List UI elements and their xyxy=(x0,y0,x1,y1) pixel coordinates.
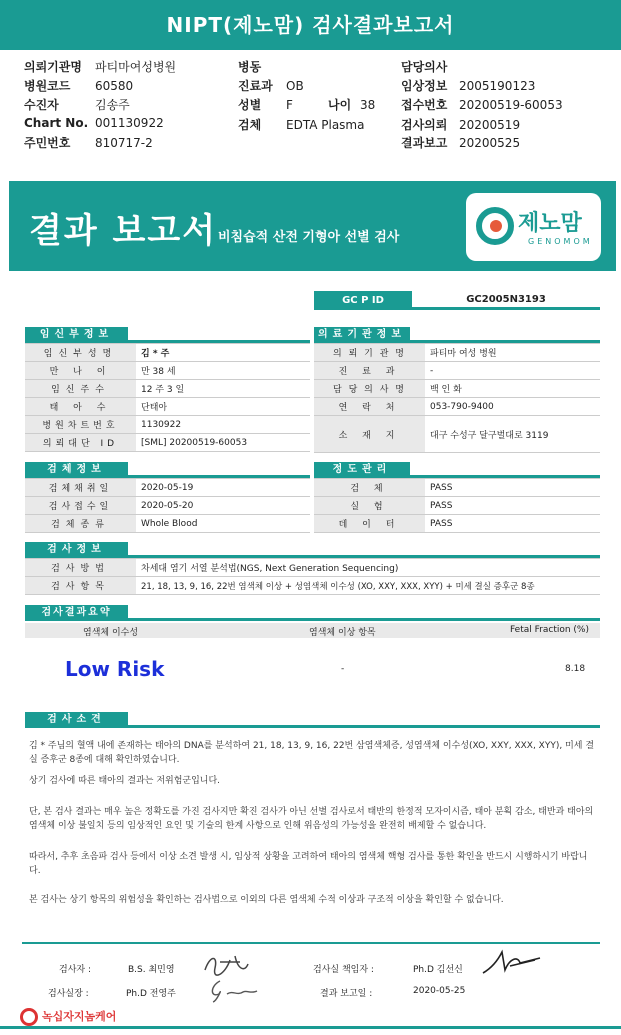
report-date-label: 결과 보고일 : xyxy=(320,989,373,999)
section-specimen: 검체정보 xyxy=(25,462,128,477)
section-qc: 정도관리 xyxy=(314,462,410,477)
section-test: 검사정보 xyxy=(25,542,128,557)
summary-col-abnormality: 염색체 이상 항목 xyxy=(309,628,376,638)
hdr-resident-no: 주민번호 810717-2 xyxy=(24,136,153,150)
row-value: 단태아 xyxy=(136,398,310,416)
hdr-ward: 병동 xyxy=(238,60,262,74)
row-value: Whole Blood xyxy=(136,515,310,533)
hdr-institution: 의뢰기관명 파티마여성병원 xyxy=(24,60,177,74)
row-key: 임신부성명 xyxy=(25,344,136,362)
logo-text: 제노맘 xyxy=(518,211,582,236)
row-value: [SML] 20200519-60053 xyxy=(136,434,310,452)
row-key: 임신주수 xyxy=(25,380,136,398)
opinion-paragraph: 김 * 주님의 혈액 내에 존재하는 태아의 DNA를 분석하여 21, 18, 13, 9, 16, 22번 삼염색체증, 성염색체 이수성(XO, XXY, XXX, XYY), 미세 결실 증후군 8종에 대해 확인하였습니다. xyxy=(29,741,595,765)
hdr-age: 나이 38 xyxy=(328,98,376,112)
row-value: 파티마 여성 병원 xyxy=(425,344,600,362)
table-row xyxy=(25,479,310,497)
summary-col-ff: Fetal Fraction (%) xyxy=(510,625,589,635)
hdr-receipt-no: 접수번호 20200519-60053 xyxy=(401,98,563,112)
signature-divider xyxy=(22,942,600,944)
section-summary-line xyxy=(25,618,600,621)
table-row xyxy=(314,398,600,416)
chief-signature xyxy=(480,948,545,978)
chief-label: 검사실 책임자 : xyxy=(313,965,374,975)
hdr-hospital-code: 병원코드 60580 xyxy=(24,79,134,93)
table-row xyxy=(25,416,310,434)
logo-subtext: GENOMOM xyxy=(528,237,593,246)
row-key: 소 재 지 xyxy=(314,416,425,453)
row-value: - xyxy=(425,362,600,380)
table-row xyxy=(25,398,310,416)
table-row xyxy=(25,380,310,398)
row-value: PASS xyxy=(425,479,600,497)
row-value: 만 38 세 xyxy=(136,362,310,380)
row-value: 053-790-9400 xyxy=(425,398,600,416)
director-name: Ph.D 전영주 xyxy=(126,989,176,999)
footer-line xyxy=(0,1026,621,1029)
hdr-chart-no: Chart No. 001130922 xyxy=(24,116,164,130)
genomom-logo xyxy=(466,193,601,261)
director-label: 검사실장 : xyxy=(48,989,89,999)
row-key: 태 아 수 xyxy=(25,398,136,416)
banner-subtitle: 비침습적 산전 기형아 선별 검사 xyxy=(218,230,400,245)
summary-header xyxy=(25,623,600,638)
table-row xyxy=(25,559,600,577)
hdr-doctor: 담당의사 xyxy=(401,60,448,74)
row-key: 검체종류 xyxy=(25,515,136,533)
company-logo xyxy=(20,1008,116,1028)
table-row xyxy=(25,515,310,533)
row-key: 검 체 xyxy=(314,479,425,497)
hdr-request-date: 검사의뢰 20200519 xyxy=(401,118,521,132)
row-key: 검사항목 xyxy=(25,577,136,595)
institution-table xyxy=(314,343,600,453)
row-key: 검체채취일 xyxy=(25,479,136,497)
tester-name: B.S. 최민영 xyxy=(128,965,175,975)
director-signature xyxy=(205,976,260,1004)
row-key: 담 당 의 사 명 xyxy=(314,380,425,398)
banner-title: 결과 보고서 xyxy=(29,211,218,251)
company-name: 녹십자지놈케어 xyxy=(42,1010,117,1023)
table-row xyxy=(314,515,600,533)
section-institution: 의료기관정보 xyxy=(314,327,410,342)
gcpid-value: GC2005N3193 xyxy=(412,291,600,310)
table-row xyxy=(25,362,310,380)
hdr-department: 진료과 OB xyxy=(238,79,304,93)
table-row xyxy=(314,344,600,362)
row-value: 12 주 3 일 xyxy=(136,380,310,398)
table-row xyxy=(25,497,310,515)
row-value: 김 * 주 xyxy=(136,344,310,362)
opinion-paragraph: 본 검사는 상기 항목의 위험성을 확인하는 검사법으로 이외의 다른 염색체 수적 이상과 구조적 이상을 확인할 수 없습니다. xyxy=(29,895,504,905)
row-value: 차세대 염기 서열 분석법(NGS, Next Generation Sequencing) xyxy=(136,559,600,577)
test-table xyxy=(25,558,600,595)
report-date-value: 2020-05-25 xyxy=(413,986,466,996)
row-key: 만 나 이 xyxy=(25,362,136,380)
pregnant-table xyxy=(25,343,310,452)
qc-table xyxy=(314,478,600,533)
section-opinion-line xyxy=(25,725,600,728)
table-row xyxy=(25,344,310,362)
hdr-patient: 수진자 김송주 xyxy=(24,98,130,112)
row-key: 실 험 xyxy=(314,497,425,515)
row-value: 21, 18, 13, 9, 16, 22번 염색체 이상 + 성염색체 이수성 (XO, XXY, XXX, XYY) + 미세 결실 증후군 8종 xyxy=(136,577,600,595)
specimen-table xyxy=(25,478,310,533)
row-value: 백 인 화 xyxy=(425,380,600,398)
gcpid-label: GC P ID xyxy=(314,291,412,310)
hdr-report-date: 결과보고 20200525 xyxy=(401,136,521,150)
table-row xyxy=(314,416,600,453)
row-key: 의 뢰 기 관 명 xyxy=(314,344,425,362)
opinion-paragraph: 상기 검사에 따른 태아의 결과는 저위험군입니다. xyxy=(29,776,221,786)
table-row xyxy=(314,479,600,497)
opinion-paragraph: 단, 본 검사 결과는 매우 높은 정확도를 가진 검사지만 확진 검사가 아닌 선별 검사로서 태반의 한정적 모자이시즘, 태아 분획 감소, 태반과 태아의 염색체 이상 불일치 등의 임상적인 요인 및 기술의 한계 사항으로 인해 위음성의 가능성을 완전히 배제할 수 없습니다. xyxy=(29,807,594,831)
section-pregnant: 임신부정보 xyxy=(25,327,128,342)
hdr-specimen: 검체 EDTA Plasma xyxy=(238,118,365,132)
table-row xyxy=(314,380,600,398)
row-key: 연 락 처 xyxy=(314,398,425,416)
row-value: PASS xyxy=(425,515,600,533)
report-title: NIPT(제노맘) 검사결과보고서 xyxy=(0,0,621,50)
row-key: 검사접수일 xyxy=(25,497,136,515)
logo-dot-icon xyxy=(490,220,502,232)
table-row xyxy=(314,497,600,515)
hdr-clinical-info: 임상정보 2005190123 xyxy=(401,79,536,93)
tester-label: 검사자 : xyxy=(59,965,91,975)
section-summary: 검사결과요약 xyxy=(25,605,128,620)
table-row xyxy=(314,362,600,380)
risk-result: Low Risk xyxy=(65,657,165,681)
summary-item-value: - xyxy=(341,664,345,674)
row-key: 진 료 과 xyxy=(314,362,425,380)
row-key: 검사방법 xyxy=(25,559,136,577)
row-value: 2020-05-20 xyxy=(136,497,310,515)
row-key: 의뢰대단 ID xyxy=(25,434,136,452)
section-opinion: 검사소견 xyxy=(25,712,128,727)
hdr-sex: 성별 F xyxy=(238,98,293,112)
chief-name: Ph.D 김선신 xyxy=(413,965,463,975)
gc-logo-icon xyxy=(20,1008,38,1026)
row-value: 대구 수성구 달구벌대로 3119 xyxy=(425,416,600,453)
table-row xyxy=(25,577,600,595)
opinion-paragraph: 따라서, 추후 초음파 검사 등에서 이상 소견 발생 시, 임상적 상황을 고려하여 태아의 염색체 핵형 검사를 통한 확인을 반드시 시행하시기 바랍니다. xyxy=(29,852,588,876)
row-value: 2020-05-19 xyxy=(136,479,310,497)
row-key: 병원차트번호 xyxy=(25,416,136,434)
row-value: PASS xyxy=(425,497,600,515)
summary-col-aneuploidy: 염색체 이수성 xyxy=(83,628,139,638)
table-row xyxy=(25,434,310,452)
row-value: 1130922 xyxy=(136,416,310,434)
fetal-fraction-value: 8.18 xyxy=(565,664,586,674)
row-key: 데 이 터 xyxy=(314,515,425,533)
